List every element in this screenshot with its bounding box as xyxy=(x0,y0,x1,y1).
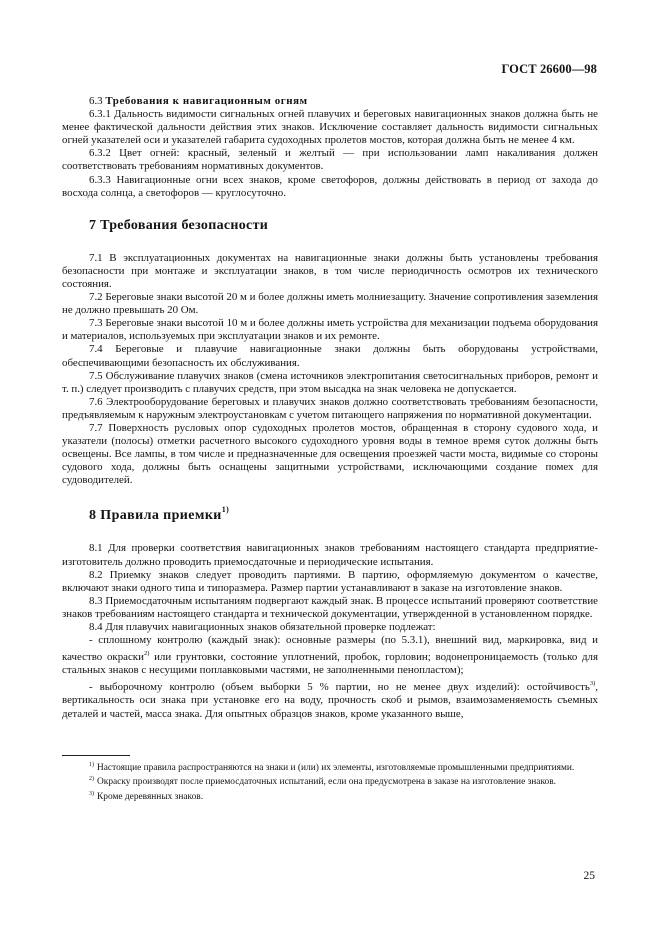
footnote-text: Кроме деревянных знаков. xyxy=(97,791,204,802)
text-run: , вертикальность оси знака при установке его на воду, прочность скоб и рымов, взаимозаменяемость съемных деталей и частей, масса знака. Для опытных образцов знаков, кроме указанного выше, xyxy=(62,681,598,720)
section-heading-7: 7 Требования безопасности xyxy=(89,217,269,233)
paragraph-8-1: 8.1 Для проверки соответствия навигационных знаков требованиям настоящего стандарта предприятие-изготовитель должно проводить приемосдаточные и периодические испытания. xyxy=(62,542,598,568)
footnote-1 xyxy=(62,760,598,774)
subsection-heading-6-3 xyxy=(62,95,598,108)
section-heading-8 xyxy=(89,505,598,524)
paragraph-8-4: 8.4 Для плавучих навигационных знаков обязательной проверке подлежат: xyxy=(89,621,436,633)
paragraph-8-4-continuous-control xyxy=(62,634,598,677)
subsection-title: Требования к навигационным огням xyxy=(105,95,308,107)
paragraph-8-3: 8.3 Приемосдаточным испытаниям подвергают каждый знак. В процессе испытаний проверяют соответствие знаков требованиям настоящего стандарта и технической документации, утвержденной в установленном порядке. xyxy=(62,594,598,620)
paragraph-7-4: 7.4 Береговые и плавучие навигационные знаки должны быть оборудованы устройствами, обеспечивающими безопасность их обслуживания. xyxy=(62,343,598,369)
paragraph-7-7: 7.7 Поверхность русловых опор судоходных пролетов мостов, обращенная в сторону судового хода, и указатели (полосы) отметки расчетного высокого судоходного уровня воды в темное время суток должны быть освещены. Все лампы, в том числе и предназначенные для освещения проезжей части моста, видимые со стороны судового хода, должны быть оснащены защитными устройствами, исключающими создание помех для судоводителей. xyxy=(62,421,598,487)
document-code-header: ГОСТ 26600—98 xyxy=(501,62,597,76)
footnotes xyxy=(62,755,598,803)
footnote-mark: 1) xyxy=(89,762,94,768)
section-title: 8 Правила приемки xyxy=(89,508,222,524)
footnote-text: Окраску производят после приемосдаточных испытаний, если она предусмотрена в заказе на изготовление знаков. xyxy=(97,777,556,788)
paragraph-6-3-2: 6.3.2 Цвет огней: красный, зеленый и желтый — при использовании ламп накаливания должен соответствовать требованиям нормативных документов. xyxy=(62,147,598,173)
page-content xyxy=(62,95,598,721)
footnote-mark: 2) xyxy=(89,776,94,783)
footnote-ref-1: 1) xyxy=(221,505,230,515)
text-run: или грунтовки, состояние уплотнений, пробок, горловин; водонепроницаемость (только для стальных знаков с несущими поплавковыми частями, не заполненными пенопластом); xyxy=(62,651,598,677)
paragraph-7-2: 7.2 Береговые знаки высотой 20 м и более должны иметь молниезащиту. Значение сопротивления заземления не должно превышать 20 Ом. xyxy=(62,291,598,317)
footnote-mark: 3) xyxy=(89,790,94,797)
page-number: 25 xyxy=(583,870,595,882)
paragraph-8-4-sample-control xyxy=(62,677,598,720)
paragraph-6-3-3: 6.3.3 Навигационные огни всех знаков, кроме светофоров, должны действовать в период от захода до восхода солнца, а светофоров — круглосуточно. xyxy=(62,173,598,199)
text-run: - сплошному контролю (каждый знак): основные размеры (по 5.3.1), внешний вид, маркировка, вид и качество окраски xyxy=(62,634,598,664)
text-run: - выборочному контролю (объем выборки 5 % партии, но не менее двух изделий): остойчивость xyxy=(89,681,590,694)
footnote-2 xyxy=(62,774,598,788)
paragraph-7-6: 7.6 Электрооборудование береговых и плавучих знаков должно соответствовать требованиям безопасности, предъявляемым к наружным электроустановкам с учетом питающего напряжения по нормативной документации. xyxy=(62,395,598,421)
paragraph-7-1: 7.1 В эксплуатационных документах на навигационные знаки должны быть установлены требования безопасности при монтаже и эксплуатации знаков, в том числе периодичность осмотров их технического состояния. xyxy=(62,251,598,290)
paragraph-6-3-1: 6.3.1 Дальность видимости сигнальных огней плавучих и береговых навигационных знаков должна быть не менее фактической дальности действия этих знаков. Исключение составляет дальность видимости сигнальных огней указателей оси и указателей габарита судоходных пролетов мостов, которая должна быть не менее 4 км. xyxy=(62,108,598,147)
footnote-ref-3: 3) xyxy=(589,680,596,688)
paragraph-8-2: 8.2 Приемку знаков следует проводить партиями. В партию, оформляемую документом о качестве, включают знаки одного типа и типоразмера. Размер партии устанавливают в заказе на изготовление знаков. xyxy=(62,568,598,594)
subsection-number: 6.3 xyxy=(89,95,103,107)
footnote-divider xyxy=(62,755,130,756)
footnote-text: Настоящие правила распространяются на знаки и (или) их элементы, изготовляемые промышленными предприятиями. xyxy=(97,763,575,773)
footnote-3 xyxy=(62,789,598,803)
paragraph-7-3: 7.3 Береговые знаки высотой 10 м и более должны иметь устройства для механизации подъема оборудования и материалов, используемых при эксплуатации знаков и их ремонте. xyxy=(62,317,598,343)
paragraph-7-5: 7.5 Обслуживание плавучих знаков (смена источников электропитания светосигнальных приборов, ремонт и т. п.) следует производить с плавучих средств, при этом высадка на знак человека не допускается. xyxy=(62,369,598,395)
footnote-ref-2: 2) xyxy=(143,650,150,658)
